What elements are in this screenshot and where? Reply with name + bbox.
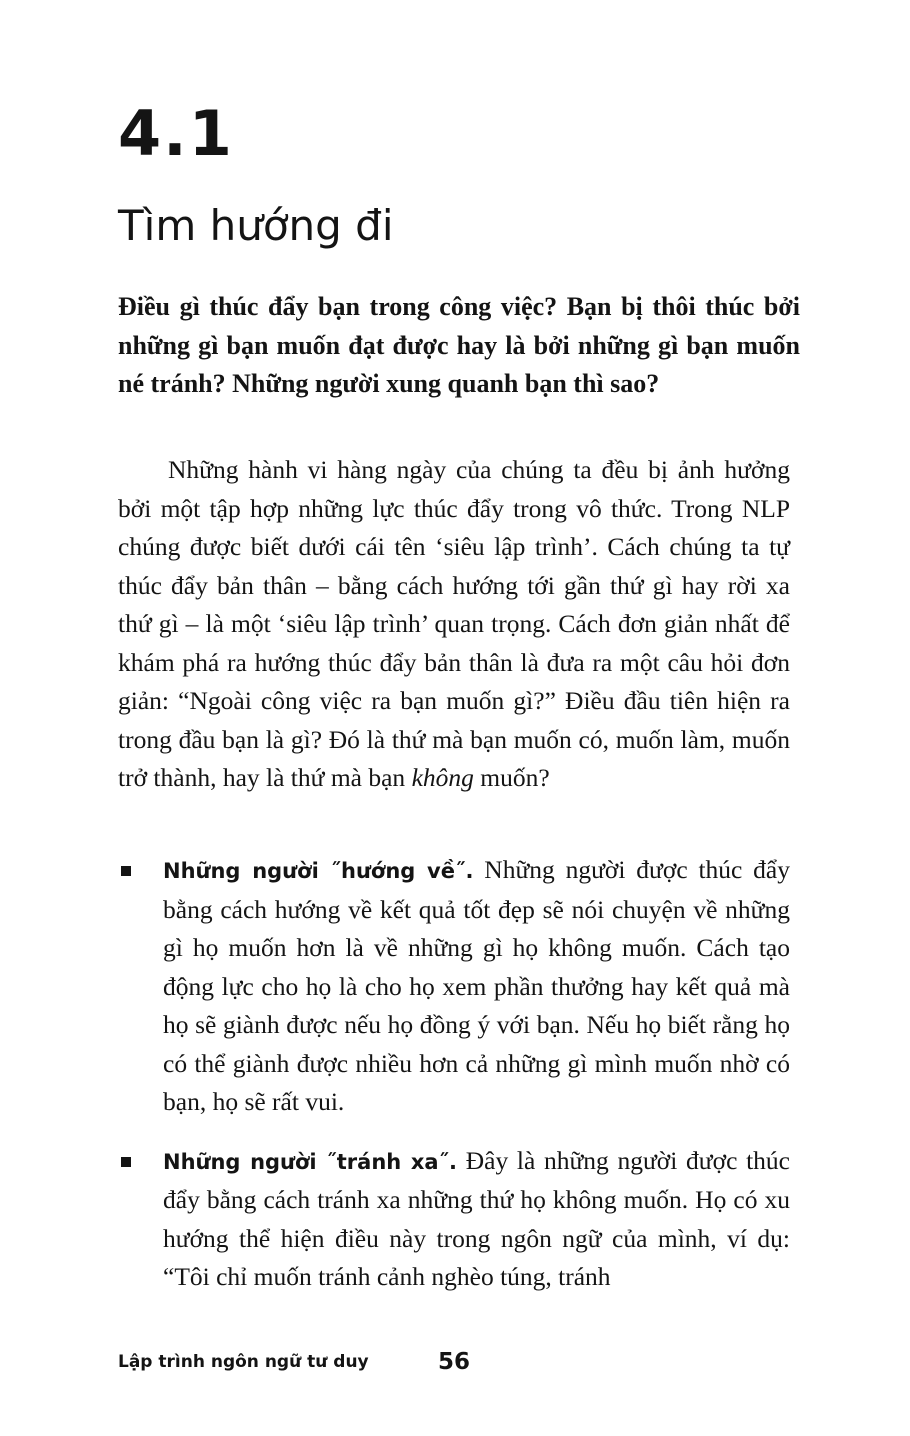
- book-title-part2: ngôn ngữ tư duy: [210, 1352, 369, 1372]
- body-text: Những hành vi hàng ngày của chúng ta đều bị ảnh hưởng bởi một tập hợp những lực thúc đẩy trong vô thức. Trong NLP chúng được biết dưới cái tên ‘siêu lập trình’. Cách chúng ta tự thúc đẩy bản thân – bằng cách hướng tới gần thứ gì hay rời xa thứ gì – là một ‘siêu lập trình’ quan trọng. Cách đơn giản nhất để khám phá ra hướng thúc đẩy bản thân là đưa ra một câu hỏi đơn giản: “Ngoài công việc ra bạn muốn gì?” Điều đầu tiên hiện ra trong đầu bạn là gì? Đó là thứ mà bạn muốn có, muốn làm, muốn trở thành, hay là thứ mà bạn: [118, 455, 790, 792]
- body-text-end: muốn?: [473, 763, 550, 792]
- section-number: 4.1: [118, 97, 234, 170]
- square-bullet-icon: [121, 1157, 131, 1167]
- bullet-text: Đây là những người được thúc đẩy bằng cách tránh xa những thứ họ không muốn. Họ có xu hướng thể hiện điều này trong ngôn ngữ của mình, ví dụ: “Tôi chỉ muốn tránh cảnh nghèo túng, tránh: [163, 1145, 790, 1291]
- bullet-term: Những người ˝tránh xa˝.: [163, 1149, 458, 1174]
- list-item: [118, 851, 790, 1122]
- square-bullet-icon: [121, 866, 131, 876]
- section-title: Tìm hướng đi: [118, 201, 394, 250]
- lead-paragraph: Điều gì thúc đẩy bạn trong công việc? Bạn bị thôi thúc bởi những gì bạn muốn đạt được hay là bởi những gì bạn muốn né tránh? Những người xung quanh bạn thì sao?: [118, 292, 800, 398]
- bullet-term: Những người ˝hướng về˝.: [163, 859, 474, 883]
- page-number: 56: [438, 1349, 471, 1375]
- body-paragraph: [118, 451, 790, 798]
- bullet-text: Những người được thúc đẩy bằng cách hướng về kết quả tốt đẹp sẽ nói chuyện về những gì họ muốn hơn là về những gì họ không muốn. Cách tạo động lực cho họ là cho họ xem phần thưởng hay kết quả mà họ sẽ giành được nếu họ đồng ý với bạn. Nếu họ biết rằng họ có thể giành được nhiều hơn cả những gì mình muốn nhờ có bạn, họ sẽ rất vui.: [163, 855, 790, 1116]
- body-emphasis: không: [411, 763, 474, 792]
- running-footer: [118, 1348, 369, 1376]
- list-item: [118, 1142, 790, 1297]
- book-title-part1: Lập trình: [118, 1352, 205, 1372]
- bullet-list: [118, 851, 790, 1317]
